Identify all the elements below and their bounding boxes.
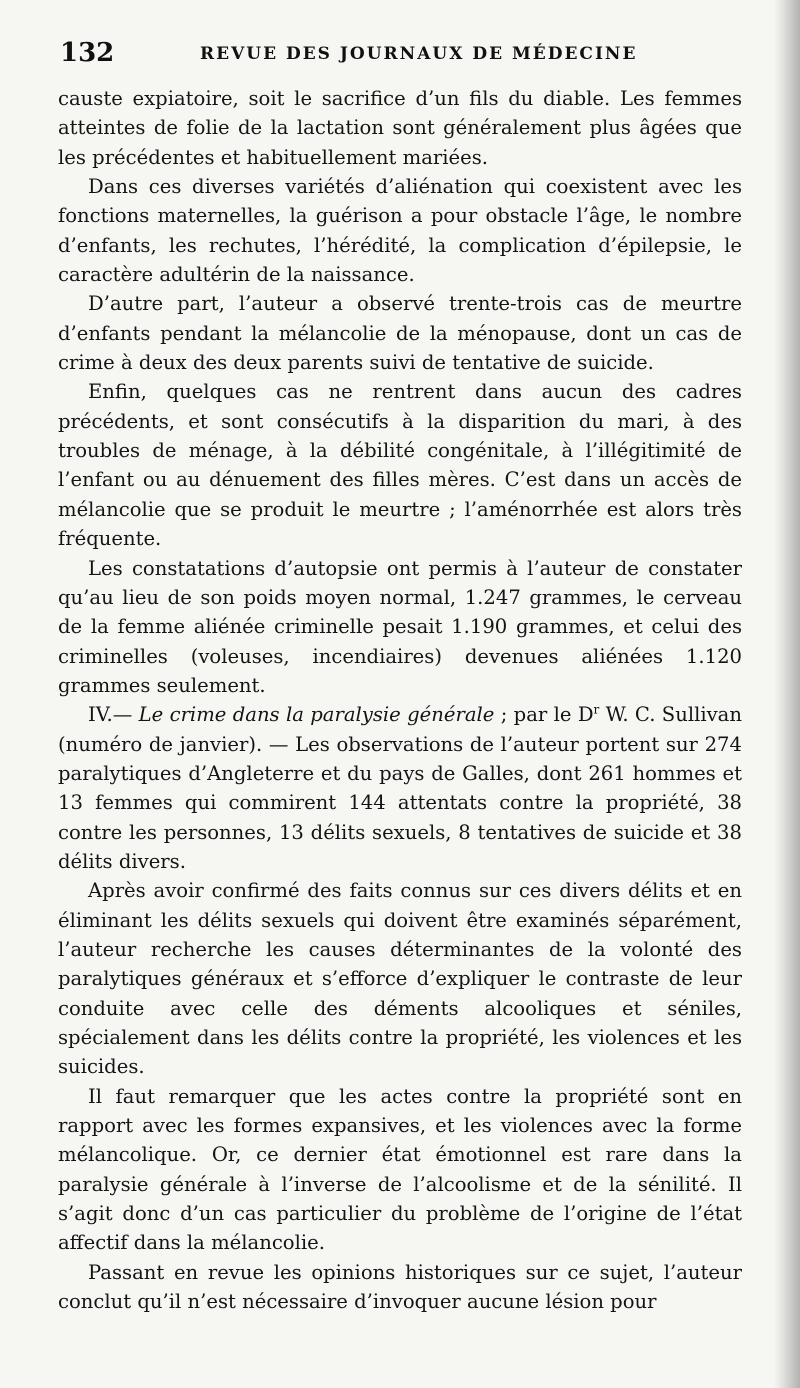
paragraph-determinants: Après avoir confirmé des faits connus sur ces divers délits et en éliminant les délits sexuels qui doivent être examinés séparément, l’auteur recherche les causes déterminantes de la volonté des paralytiques généraux et s’efforce d’expliquer le contraste de leur conduite avec celle des déments alcooliques et séniles, spécialement dans les délits contre la propriété, les violences et les suicides. xyxy=(58,879,742,1079)
author-and-summary: W. C. Sullivan (numéro de janvier). — Les observations de l’auteur portent sur 274 paralytiques d’Angleterre et du pays de Galles, dont 261 hommes et 13 femmes qui commirent 144 attentats contre la propriété, 38 contre les personnes, 13 délits sexuels, 8 tentatives de suicide et 38 délits divers. xyxy=(58,703,742,873)
paragraph-historical-review: Passant en revue les opinions historiques sur ce sujet, l’auteur conclut qu’il n’est nécessaire d’invoquer aucune lésion pour xyxy=(58,1260,742,1314)
article-body xyxy=(58,84,742,1316)
page-number: 132 xyxy=(60,38,115,68)
section-title: Le crime dans la paralysie générale xyxy=(138,703,495,727)
author-superscript: r xyxy=(593,702,600,717)
paragraph-section-iv xyxy=(58,700,742,876)
page-edge-shadow xyxy=(774,0,800,1388)
section-numeral: IV.— xyxy=(88,703,139,727)
author-prefix: ; par le D xyxy=(494,703,594,727)
paragraph-continuation: causte expiatoire, soit le sacrifice d’un fils du diable. Les femmes atteintes de folie de la lactation sont généralement plus âgées que les précédentes et habituellement mariées. xyxy=(58,87,742,169)
paragraph-menopause-cases: D’autre part, l’auteur a observé trente-trois cas de meurtre d’enfants pendant la mélancolie de la ménopause, dont un cas de crime à deux des deux parents suivi de tentative de suicide. xyxy=(58,292,742,375)
running-title: REVUE DES JOURNAUX DE MÉDECINE xyxy=(200,44,638,64)
paragraph-autopsy: Les constatations d’autopsie ont permis à l’auteur de constater qu’au lieu de son poids moyen normal, 1.247 grammes, le cerveau de la femme aliénée criminelle pesait 1.190 grammes, et celui des criminelles (voleuses, incendiaires) devenues aliénées 1.120 grammes seulement. xyxy=(58,556,742,697)
paragraph-other-cases: Enfin, quelques cas ne rentrent dans aucun des cadres précédents, et sont consécutifs à la disparition du mari, à des troubles de ménage, à la débilité congénitale, à l’illégitimité de l’enfant ou au dénuement des filles mères. C’est dans un accès de mélancolie que se produit le meurtre ; l’aménorrhée est alors très fréquente. xyxy=(58,380,742,551)
paragraph-healing-obstacles: Dans ces diverses variétés d’aliénation qui coexistent avec les fonctions maternelles, la guérison a pour obstacle l’âge, le nombre d’enfants, les rechutes, l’hérédité, la complication d’épilepsie, le caractère adultérin de la naissance. xyxy=(58,175,742,287)
paragraph-remark: Il faut remarquer que les actes contre la propriété sont en rapport avec les formes expansives, et les violences avec la forme mélancolique. Or, ce dernier état émotionnel est rare dans la paralysie générale à l’inverse de l’alcoolisme et de la sénilité. Il s’agit donc d’un cas particulier du problème de l’origine de l’état affectif dans la mélancolie. xyxy=(58,1084,742,1255)
page-header xyxy=(60,36,750,76)
